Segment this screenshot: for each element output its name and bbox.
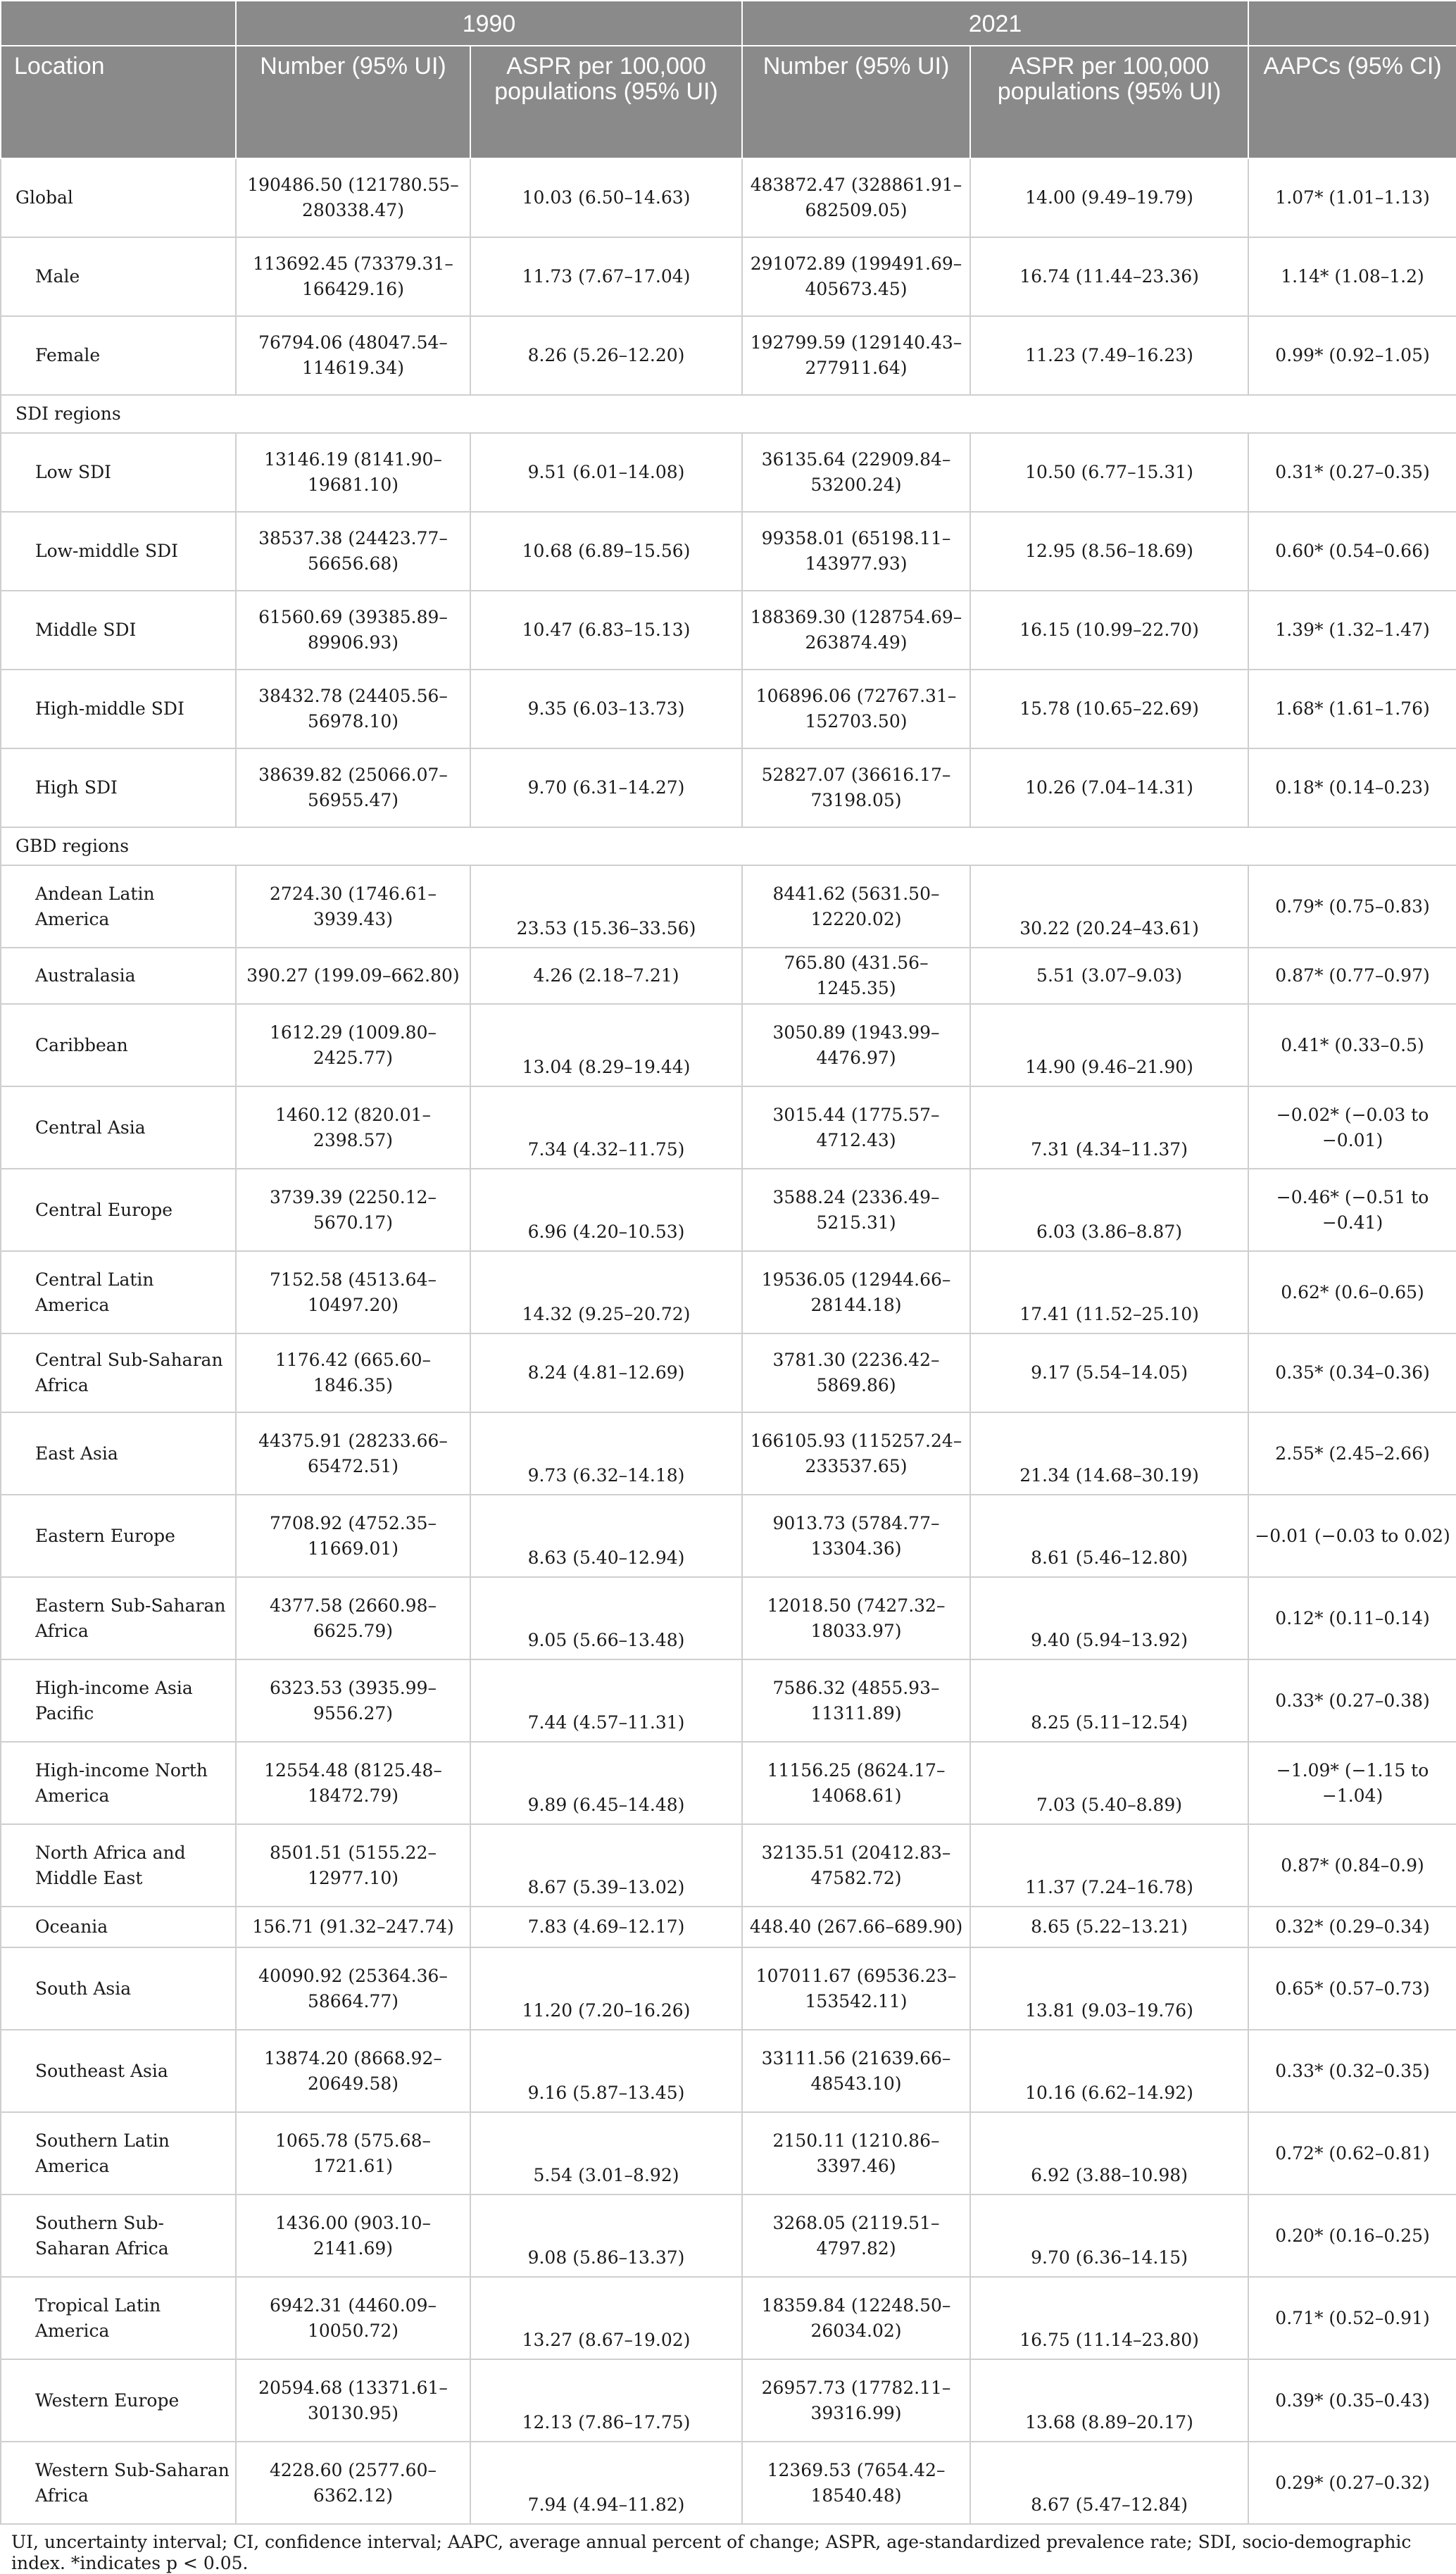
number-2021-cell: 33111.56 (21639.66–48543.10) (742, 2030, 970, 2112)
aspr-2021-cell: 14.00 (9.49–19.79) (970, 158, 1248, 237)
year-header-blank (1, 1, 236, 46)
aspr-1990-cell: 12.13 (7.86–17.75) (470, 2359, 742, 2442)
number-2021-cell: 166105.93 (115257.24–233537.65) (742, 1412, 970, 1495)
number-1990-cell: 8501.51 (5155.22–12977.10) (236, 1824, 470, 1907)
table-row (1, 1251, 1456, 1333)
number-2021-cell: 107011.67 (69536.23–153542.11) (742, 1947, 970, 2030)
aspr-2021-column-header: ASPR per 100,000 populations (95% UI) (970, 46, 1248, 158)
aapc-cell: 1.39* (1.32–1.47) (1248, 591, 1456, 670)
location-cell: Low-middle SDI (1, 512, 236, 591)
aapc-column-header: AAPCs (95% CI) (1248, 46, 1456, 158)
location-cell: Central Europe (1, 1169, 236, 1251)
aspr-2021-cell: 13.81 (9.03–19.76) (970, 1947, 1248, 2030)
aspr-1990-cell: 4.26 (2.18–7.21) (470, 948, 742, 1004)
table-row (1, 1824, 1456, 1907)
aspr-2021-cell: 16.75 (11.14–23.80) (970, 2277, 1248, 2359)
aspr-1990-cell: 10.47 (6.83–15.13) (470, 591, 742, 670)
location-cell: Western Sub-Saharan Africa (1, 2442, 236, 2524)
number-2021-cell: 448.40 (267.66–689.90) (742, 1907, 970, 1947)
number-1990-cell: 38432.78 (24405.56–56978.10) (236, 670, 470, 748)
aapc-cell: 0.62* (0.6–0.65) (1248, 1251, 1456, 1333)
location-cell: Female (1, 316, 236, 395)
number-2021-cell: 3015.44 (1775.57–4712.43) (742, 1086, 970, 1169)
aapc-cell: 0.41* (0.33–0.5) (1248, 1004, 1456, 1086)
aspr-2021-cell: 9.70 (6.36–14.15) (970, 2195, 1248, 2277)
table-row (1, 1577, 1456, 1659)
aapc-cell: −0.46* (−0.51 to −0.41) (1248, 1169, 1456, 1251)
number-1990-cell: 61560.69 (39385.89–89906.93) (236, 591, 470, 670)
aspr-2021-cell: 8.67 (5.47–12.84) (970, 2442, 1248, 2524)
number-1990-cell: 1065.78 (575.68–1721.61) (236, 2112, 470, 2195)
aspr-2021-cell: 9.40 (5.94–13.92) (970, 1577, 1248, 1659)
aapc-cell: 1.14* (1.08–1.2) (1248, 237, 1456, 316)
number-2021-cell: 12018.50 (7427.32–18033.97) (742, 1577, 970, 1659)
aspr-2021-cell: 8.25 (5.11–12.54) (970, 1659, 1248, 1742)
aspr-2021-cell: 16.15 (10.99–22.70) (970, 591, 1248, 670)
aspr-2021-cell: 16.74 (11.44–23.36) (970, 237, 1248, 316)
location-cell: Caribbean (1, 1004, 236, 1086)
aapc-cell: 0.39* (0.35–0.43) (1248, 2359, 1456, 2442)
location-cell: Central Asia (1, 1086, 236, 1169)
location-cell: Eastern Sub-Saharan Africa (1, 1577, 236, 1659)
aapc-cell: 0.87* (0.84–0.9) (1248, 1824, 1456, 1907)
aapc-cell: −0.02* (−0.03 to −0.01) (1248, 1086, 1456, 1169)
aspr-2021-cell: 10.50 (6.77–15.31) (970, 433, 1248, 512)
table-row (1, 1947, 1456, 2030)
table-row (1, 1004, 1456, 1086)
table-row (1, 2112, 1456, 2195)
table-row (1, 158, 1456, 237)
location-cell: Southern Sub-Saharan Africa (1, 2195, 236, 2277)
aspr-1990-cell: 9.70 (6.31–14.27) (470, 748, 742, 827)
number-1990-cell: 190486.50 (121780.55–280338.47) (236, 158, 470, 237)
location-cell: East Asia (1, 1412, 236, 1495)
number-1990-cell: 1176.42 (665.60–1846.35) (236, 1333, 470, 1412)
number-2021-cell: 2150.11 (1210.86–3397.46) (742, 2112, 970, 2195)
aapc-cell: 1.07* (1.01–1.13) (1248, 158, 1456, 237)
location-cell: Eastern Europe (1, 1495, 236, 1577)
number-2021-cell: 3588.24 (2336.49–5215.31) (742, 1169, 970, 1251)
aspr-2021-cell: 15.78 (10.65–22.69) (970, 670, 1248, 748)
aspr-1990-cell: 11.73 (7.67–17.04) (470, 237, 742, 316)
location-cell: Global (1, 158, 236, 237)
number-1990-cell: 6942.31 (4460.09–10050.72) (236, 2277, 470, 2359)
table-row (1, 748, 1456, 827)
table-row (1, 1086, 1456, 1169)
aspr-1990-cell: 7.44 (4.57–11.31) (470, 1659, 742, 1742)
aspr-2021-cell: 10.26 (7.04–14.31) (970, 748, 1248, 827)
aspr-2021-cell: 8.61 (5.46–12.80) (970, 1495, 1248, 1577)
number-1990-cell: 113692.45 (73379.31–166429.16) (236, 237, 470, 316)
aspr-1990-cell: 8.26 (5.26–12.20) (470, 316, 742, 395)
aspr-1990-cell: 8.24 (4.81–12.69) (470, 1333, 742, 1412)
location-cell: Central Sub-Saharan Africa (1, 1333, 236, 1412)
table-row (1, 433, 1456, 512)
aapc-cell: 0.33* (0.27–0.38) (1248, 1659, 1456, 1742)
number-1990-cell: 44375.91 (28233.66–65472.51) (236, 1412, 470, 1495)
location-cell: Southern Latin America (1, 2112, 236, 2195)
aapc-cell: −1.09* (−1.15 to −1.04) (1248, 1742, 1456, 1824)
number-1990-cell: 3739.39 (2250.12–5670.17) (236, 1169, 470, 1251)
table-body (1, 158, 1456, 2524)
location-cell: Australasia (1, 948, 236, 1004)
number-1990-cell: 13146.19 (8141.90–19681.10) (236, 433, 470, 512)
table-row (1, 1495, 1456, 1577)
table-row (1, 237, 1456, 316)
number-1990-cell: 40090.92 (25364.36–58664.77) (236, 1947, 470, 2030)
table-row (1, 2442, 1456, 2524)
aspr-1990-cell: 7.34 (4.32–11.75) (470, 1086, 742, 1169)
aspr-1990-cell: 8.67 (5.39–13.02) (470, 1824, 742, 1907)
aspr-2021-cell: 6.92 (3.88–10.98) (970, 2112, 1248, 2195)
location-cell: Central Latin America (1, 1251, 236, 1333)
aspr-1990-cell: 13.04 (8.29–19.44) (470, 1004, 742, 1086)
number-2021-cell: 3268.05 (2119.51–4797.82) (742, 2195, 970, 2277)
number-1990-column-header: Number (95% UI) (236, 46, 470, 158)
number-1990-cell: 13874.20 (8668.92–20649.58) (236, 2030, 470, 2112)
aspr-1990-cell: 9.16 (5.87–13.45) (470, 2030, 742, 2112)
aspr-2021-cell: 12.95 (8.56–18.69) (970, 512, 1248, 591)
number-2021-cell: 188369.30 (128754.69–263874.49) (742, 591, 970, 670)
location-cell: High SDI (1, 748, 236, 827)
number-2021-cell: 7586.32 (4855.93–11311.89) (742, 1659, 970, 1742)
aapc-cell: 0.20* (0.16–0.25) (1248, 2195, 1456, 2277)
aspr-1990-cell: 13.27 (8.67–19.02) (470, 2277, 742, 2359)
number-2021-cell: 3050.89 (1943.99–4476.97) (742, 1004, 970, 1086)
aspr-1990-cell: 5.54 (3.01–8.92) (470, 2112, 742, 2195)
aspr-1990-column-header: ASPR per 100,000 populations (95% UI) (470, 46, 742, 158)
table-row (1, 1412, 1456, 1495)
number-2021-cell: 12369.53 (7654.42–18540.48) (742, 2442, 970, 2524)
location-cell: Tropical Latin America (1, 2277, 236, 2359)
aspr-2021-cell: 7.03 (5.40–8.89) (970, 1742, 1248, 1824)
aspr-2021-cell: 6.03 (3.86–8.87) (970, 1169, 1248, 1251)
aapc-cell: 0.99* (0.92–1.05) (1248, 316, 1456, 395)
table-row (1, 1333, 1456, 1412)
table-row (1, 512, 1456, 591)
table-row (1, 2277, 1456, 2359)
location-cell: Low SDI (1, 433, 236, 512)
aapc-cell: 2.55* (2.45–2.66) (1248, 1412, 1456, 1495)
number-2021-cell: 192799.59 (129140.43–277911.64) (742, 316, 970, 395)
number-2021-cell: 3781.30 (2236.42–5869.86) (742, 1333, 970, 1412)
aapc-cell: 0.33* (0.32–0.35) (1248, 2030, 1456, 2112)
aspr-1990-cell: 9.89 (6.45–14.48) (470, 1742, 742, 1824)
table-row (1, 1907, 1456, 1947)
aapc-cell: 0.72* (0.62–0.81) (1248, 2112, 1456, 2195)
table-row (1, 2359, 1456, 2442)
aspr-1990-cell: 10.68 (6.89–15.56) (470, 512, 742, 591)
number-1990-cell: 7708.92 (4752.35–11669.01) (236, 1495, 470, 1577)
number-2021-cell: 8441.62 (5631.50–12220.02) (742, 865, 970, 948)
aapc-cell: 0.35* (0.34–0.36) (1248, 1333, 1456, 1412)
number-1990-cell: 38537.38 (24423.77–56656.68) (236, 512, 470, 591)
number-1990-cell: 4228.60 (2577.60–6362.12) (236, 2442, 470, 2524)
aapc-cell: 0.31* (0.27–0.35) (1248, 433, 1456, 512)
location-cell: North Africa and Middle East (1, 1824, 236, 1907)
number-1990-cell: 12554.48 (8125.48–18472.79) (236, 1742, 470, 1824)
aspr-1990-cell: 14.32 (9.25–20.72) (470, 1251, 742, 1333)
number-1990-cell: 1612.29 (1009.80–2425.77) (236, 1004, 470, 1086)
number-1990-cell: 38639.82 (25066.07–56955.47) (236, 748, 470, 827)
aapc-cell: 0.65* (0.57–0.73) (1248, 1947, 1456, 2030)
aspr-1990-cell: 11.20 (7.20–16.26) (470, 1947, 742, 2030)
number-2021-cell: 106896.06 (72767.31–152703.50) (742, 670, 970, 748)
table-row (1, 1659, 1456, 1742)
table-row (1, 1169, 1456, 1251)
table-row (1, 591, 1456, 670)
aapc-cell: 1.68* (1.61–1.76) (1248, 670, 1456, 748)
section-label: GBD regions (1, 827, 1456, 865)
aapc-cell: 0.12* (0.11–0.14) (1248, 1577, 1456, 1659)
aspr-1990-cell: 6.96 (4.20–10.53) (470, 1169, 742, 1251)
aspr-2021-cell: 5.51 (3.07–9.03) (970, 948, 1248, 1004)
aspr-1990-cell: 8.63 (5.40–12.94) (470, 1495, 742, 1577)
aspr-2021-cell: 13.68 (8.89–20.17) (970, 2359, 1248, 2442)
aspr-2021-cell: 8.65 (5.22–13.21) (970, 1907, 1248, 1947)
location-cell: Oceania (1, 1907, 236, 1947)
table-footnote: UI, uncertainty interval; CI, confidence interval; AAPC, average annual percent of change; ASPR, age-standardized prevalence rate; SDI, socio-demographic index. *indicates p < 0.05. (11, 2532, 1412, 2573)
number-2021-cell: 11156.25 (8624.17–14068.61) (742, 1742, 970, 1824)
number-1990-cell: 7152.58 (4513.64–10497.20) (236, 1251, 470, 1333)
number-2021-cell: 9013.73 (5784.77–13304.36) (742, 1495, 970, 1577)
number-2021-column-header: Number (95% UI) (742, 46, 970, 158)
number-2021-cell: 483872.47 (328861.91–682509.05) (742, 158, 970, 237)
aspr-2021-cell: 9.17 (5.54–14.05) (970, 1333, 1248, 1412)
aspr-1990-cell: 9.05 (5.66–13.48) (470, 1577, 742, 1659)
number-2021-cell: 26957.73 (17782.11–39316.99) (742, 2359, 970, 2442)
number-1990-cell: 20594.68 (13371.61–30130.95) (236, 2359, 470, 2442)
table-row (1, 2195, 1456, 2277)
aspr-2021-cell: 11.37 (7.24–16.78) (970, 1824, 1248, 1907)
number-2021-cell: 36135.64 (22909.84–53200.24) (742, 433, 970, 512)
aapc-cell: 0.60* (0.54–0.66) (1248, 512, 1456, 591)
aspr-2021-cell: 30.22 (20.24–43.61) (970, 865, 1248, 948)
aspr-1990-cell: 9.51 (6.01–14.08) (470, 433, 742, 512)
aapc-cell: −0.01 (−0.03 to 0.02) (1248, 1495, 1456, 1577)
column-header-row (1, 46, 1456, 158)
aapc-cell: 0.18* (0.14–0.23) (1248, 748, 1456, 827)
year-header-row (1, 1, 1456, 46)
number-1990-cell: 390.27 (199.09–662.80) (236, 948, 470, 1004)
table-row (1, 316, 1456, 395)
number-1990-cell: 76794.06 (48047.54–114619.34) (236, 316, 470, 395)
aspr-1990-cell: 7.83 (4.69–12.17) (470, 1907, 742, 1947)
number-2021-cell: 52827.07 (36616.17–73198.05) (742, 748, 970, 827)
table-row (1, 865, 1456, 948)
location-cell: Andean Latin America (1, 865, 236, 948)
number-1990-cell: 1460.12 (820.01–2398.57) (236, 1086, 470, 1169)
number-2021-cell: 32135.51 (20412.83–47582.72) (742, 1824, 970, 1907)
number-2021-cell: 18359.84 (12248.50–26034.02) (742, 2277, 970, 2359)
aspr-1990-cell: 23.53 (15.36–33.56) (470, 865, 742, 948)
table-row (1, 1742, 1456, 1824)
aspr-2021-cell: 7.31 (4.34–11.37) (970, 1086, 1248, 1169)
number-2021-cell: 19536.05 (12944.66–28144.18) (742, 1251, 970, 1333)
location-column-header: Location (1, 46, 236, 158)
aspr-2021-cell: 17.41 (11.52–25.10) (970, 1251, 1248, 1333)
aapc-cell: 0.71* (0.52–0.91) (1248, 2277, 1456, 2359)
aspr-2021-cell: 14.90 (9.46–21.90) (970, 1004, 1248, 1086)
location-cell: Male (1, 237, 236, 316)
location-cell: High-income North America (1, 1742, 236, 1824)
location-cell: Southeast Asia (1, 2030, 236, 2112)
number-2021-cell: 291072.89 (199491.69–405673.45) (742, 237, 970, 316)
section-label: SDI regions (1, 395, 1456, 433)
number-1990-cell: 4377.58 (2660.98–6625.79) (236, 1577, 470, 1659)
location-cell: High-income Asia Pacific (1, 1659, 236, 1742)
aspr-1990-cell: 7.94 (4.94–11.82) (470, 2442, 742, 2524)
number-1990-cell: 2724.30 (1746.61–3939.43) (236, 865, 470, 948)
table-row (1, 670, 1456, 748)
location-cell: Western Europe (1, 2359, 236, 2442)
aspr-1990-cell: 9.35 (6.03–13.73) (470, 670, 742, 748)
number-1990-cell: 6323.53 (3935.99–9556.27) (236, 1659, 470, 1742)
aapc-cell: 0.87* (0.77–0.97) (1248, 948, 1456, 1004)
aspr-1990-cell: 10.03 (6.50–14.63) (470, 158, 742, 237)
number-1990-cell: 156.71 (91.32–247.74) (236, 1907, 470, 1947)
aapc-cell: 0.79* (0.75–0.83) (1248, 865, 1456, 948)
number-2021-cell: 765.80 (431.56–1245.35) (742, 948, 970, 1004)
aspr-1990-cell: 9.73 (6.32–14.18) (470, 1412, 742, 1495)
aspr-2021-cell: 21.34 (14.68–30.19) (970, 1412, 1248, 1495)
location-cell: High-middle SDI (1, 670, 236, 748)
year-header-blank-right (1248, 1, 1456, 46)
number-2021-cell: 99358.01 (65198.11–143977.93) (742, 512, 970, 591)
location-cell: Middle SDI (1, 591, 236, 670)
aapc-cell: 0.32* (0.29–0.34) (1248, 1907, 1456, 1947)
location-cell: South Asia (1, 1947, 236, 2030)
aapc-cell: 0.29* (0.27–0.32) (1248, 2442, 1456, 2524)
year-2021-header: 2021 (742, 1, 1248, 46)
table-row (1, 948, 1456, 1004)
aspr-2021-cell: 10.16 (6.62–14.92) (970, 2030, 1248, 2112)
aspr-1990-cell: 9.08 (5.86–13.37) (470, 2195, 742, 2277)
number-1990-cell: 1436.00 (903.10–2141.69) (236, 2195, 470, 2277)
section-row (1, 395, 1456, 433)
aspr-2021-cell: 11.23 (7.49–16.23) (970, 316, 1248, 395)
table-row (1, 2030, 1456, 2112)
section-row (1, 827, 1456, 865)
year-1990-header: 1990 (236, 1, 742, 46)
